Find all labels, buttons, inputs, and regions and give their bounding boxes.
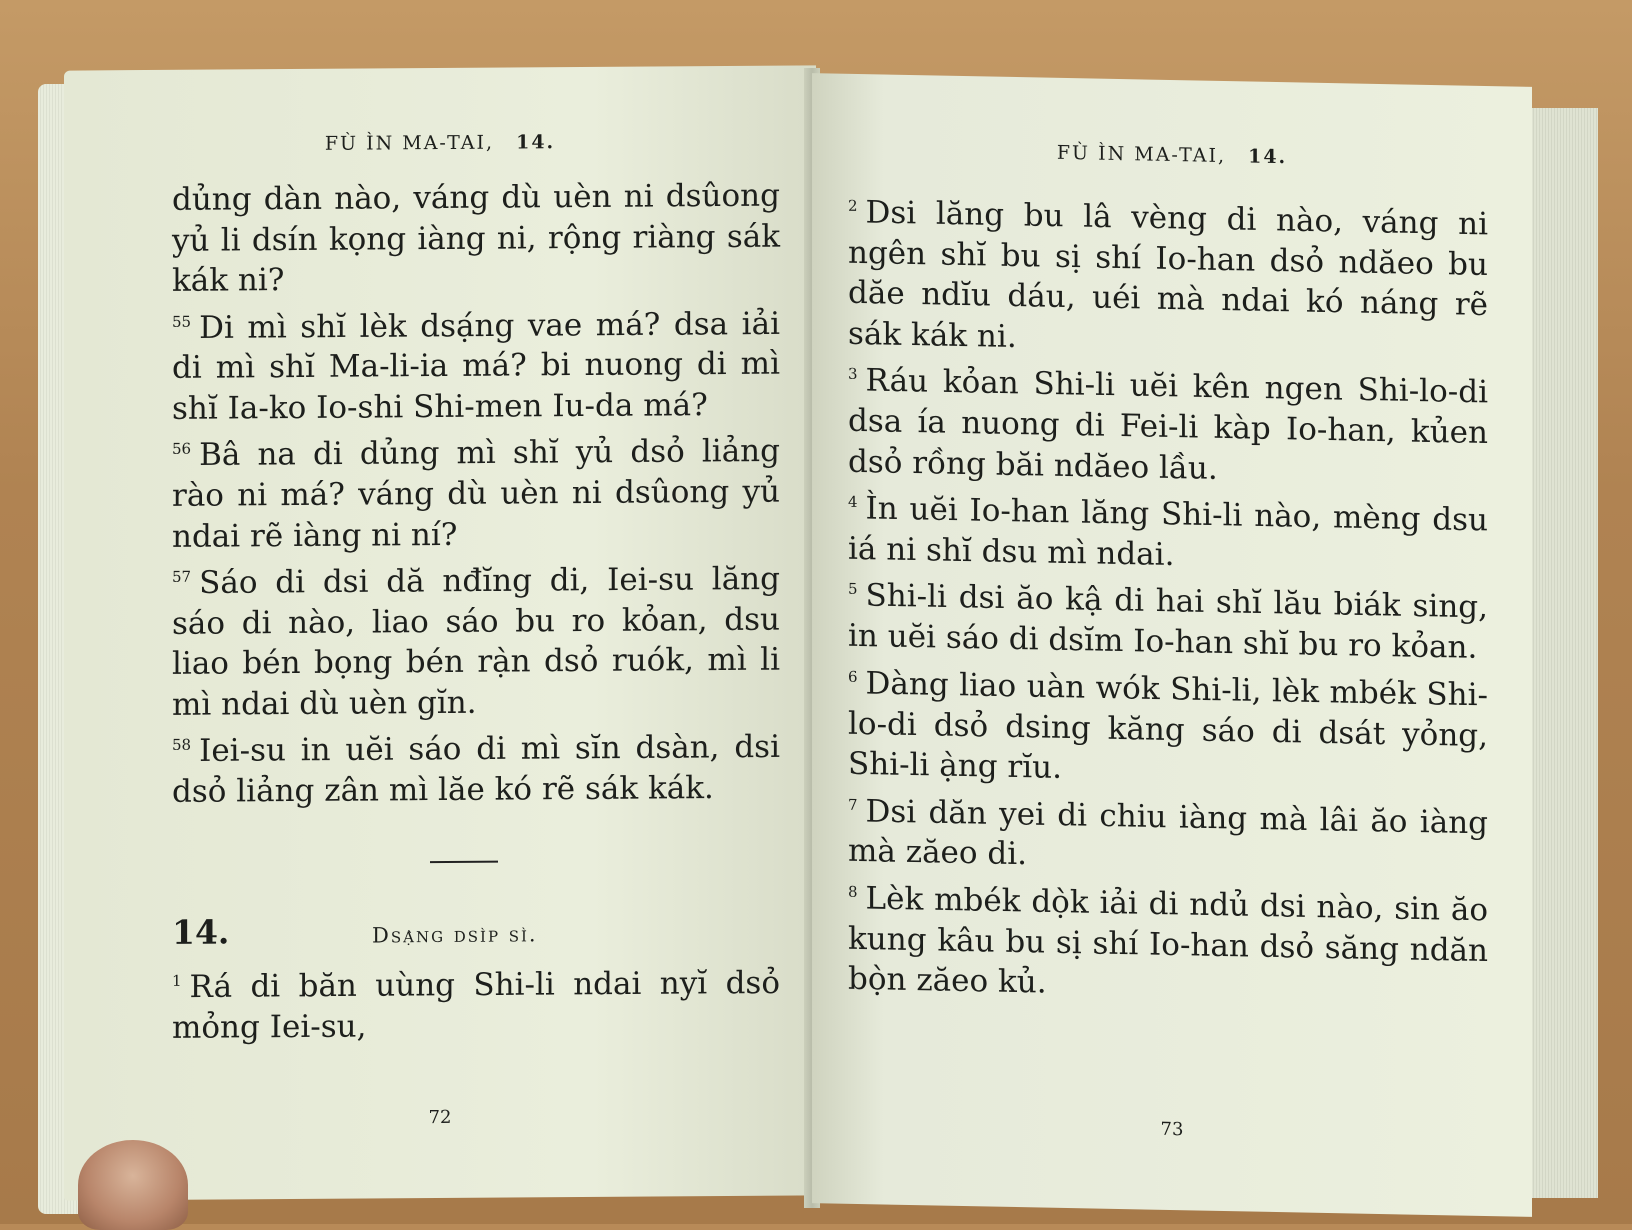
verse-text: Dsi dăn yei di chiu iàng mà lâi ăo iàng mà zăeo di. bbox=[848, 793, 1488, 873]
verse-text: Dàng liao uàn wók Shi-li, lèk mbék Shi-lo-di dsỏ dsing kăng sáo di dsát yỏng, Shi-li ạ̀ng rĭu. bbox=[848, 665, 1488, 787]
chapter-divider bbox=[430, 860, 498, 862]
verse bbox=[848, 569, 1488, 669]
verse-number: 56 bbox=[172, 440, 192, 459]
right-page bbox=[812, 73, 1532, 1217]
verse-number: 57 bbox=[172, 567, 192, 587]
verse-text: Iei-su in uĕi sáo di mì sĭn dsàn, dsi dsỏ liảng zân mì lăe kó rẽ sák kák. bbox=[172, 729, 780, 811]
verse-number: 4 bbox=[848, 492, 858, 512]
verse-text: Bâ na di dủng mì shĭ yủ dsỏ liảng rào ni má? váng dù uèn ni dsûong yủ ndai rẽ iàng ni ní? bbox=[172, 433, 780, 555]
chapter-number: 14. bbox=[172, 912, 230, 952]
verse bbox=[848, 872, 1488, 1012]
left-page bbox=[64, 65, 816, 1200]
verse bbox=[848, 784, 1488, 884]
verse-text: Lèk mbék dọ̀k iải di ndủ dsi nào, sin ăo kung kâu bu sị shí Io-han dsỏ săng ndăn bọ̀n zăeo kủ. bbox=[848, 880, 1488, 1001]
verse bbox=[848, 482, 1488, 582]
verse-number: 8 bbox=[848, 882, 858, 901]
verse-number: 55 bbox=[172, 312, 192, 331]
right-page-edges bbox=[1528, 108, 1598, 1198]
page-number: 72 bbox=[428, 1106, 452, 1129]
verse-text: dủng dàn nào, váng dù uèn ni dsûong yủ li dsín kọng iàng ni, rộng riàng sák kák ni? bbox=[172, 177, 780, 299]
right-page-text bbox=[848, 186, 1488, 1012]
verse-text: Ráu kỏan Shi-li uĕi kên ngen Shi-lo-di dsa ía nuong di Fei-li kàp Io-han, kủen dsỏ rồng băi ndăeo lầu. bbox=[848, 362, 1488, 487]
running-head-chapter: 14. bbox=[516, 131, 556, 154]
verse-number: 3 bbox=[848, 365, 858, 384]
page-number: 73 bbox=[1160, 1118, 1184, 1141]
verse-number: 58 bbox=[172, 736, 192, 755]
verse-continuation bbox=[172, 176, 780, 302]
verse-number: 5 bbox=[848, 580, 858, 599]
running-head-title: FÙ ÌN MA-TAI, bbox=[1056, 141, 1227, 168]
verse-number: 7 bbox=[848, 795, 858, 814]
running-head-title: FÙ ÌN MA-TAI, bbox=[324, 131, 495, 155]
verse-text: Ìn uĕi Io-han lăng Shi-li nào, mèng dsu iá ni shĭ dsu mì ndai. bbox=[848, 490, 1488, 574]
left-running-head bbox=[64, 129, 816, 156]
verse-number: 1 bbox=[172, 972, 182, 991]
verse bbox=[848, 657, 1488, 797]
verse-text: Dsi lăng bu lâ vèng di nào, váng ni ngên shĭ bu sị shí Io-han dsỏ ndăeo bu dăe ndĭu dáu, uéi mà ndai kó náng rẽ sák kák ni. bbox=[848, 194, 1488, 355]
verse-text: Shi-li dsi ăo kậ di hai shĭ lău biák sing, in uĕi sáo di dsĭm Io-han shĭ bu ro kỏan. bbox=[848, 577, 1488, 667]
verse-text: Sáo di dsi dă nđĭng di, Iei-su lăng sáo di nào, liao sáo bu ro kỏan, dsu liao bén bọng bén rạ̀n dsỏ ruók, mì li mì ndai dù uèn gĭn. bbox=[172, 561, 780, 723]
verse bbox=[172, 425, 780, 557]
verse bbox=[172, 297, 780, 429]
verse-text: Rá di băn uùng Shi-li ndai nyĭ dsỏ mỏng Iei-su, bbox=[172, 965, 780, 1047]
open-book bbox=[38, 68, 1598, 1218]
right-running-head bbox=[812, 137, 1532, 173]
verse bbox=[172, 957, 780, 1049]
verse bbox=[848, 186, 1488, 367]
verse-text: Di mì shĭ lèk dsạ́ng vae má? dsa iải di mì shĭ Ma-li-ia má? bi nuong di mì shĭ Ia-ko Io-shi Shi-men Iu-da má? bbox=[172, 305, 780, 427]
verse-number: 6 bbox=[848, 667, 858, 686]
left-page-text bbox=[172, 176, 780, 1049]
verse-number: 2 bbox=[848, 196, 858, 215]
verse bbox=[172, 721, 780, 813]
verse bbox=[172, 553, 780, 726]
thumb bbox=[78, 1140, 188, 1230]
verse bbox=[848, 354, 1488, 494]
running-head-chapter: 14. bbox=[1248, 145, 1288, 169]
chapter-heading bbox=[172, 908, 780, 957]
chapter-title: Dsạ̀ng dsìp sì. bbox=[372, 922, 538, 948]
